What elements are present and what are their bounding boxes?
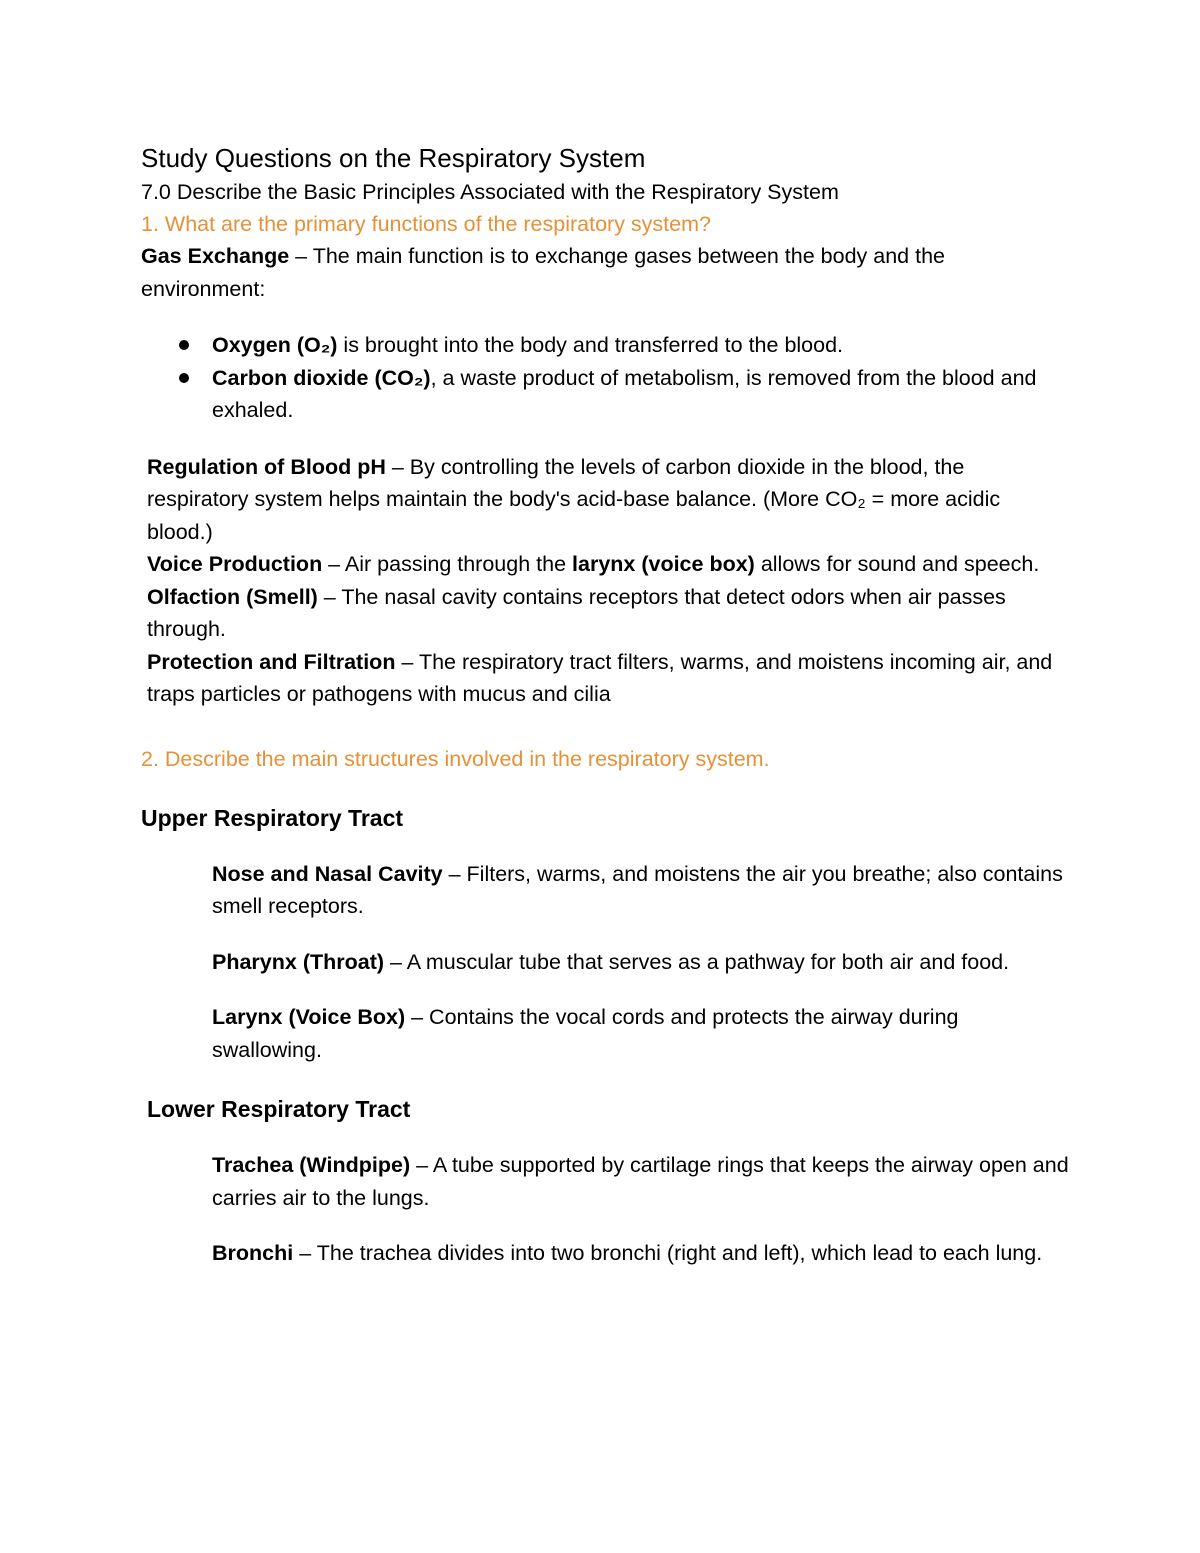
olfaction-term: Olfaction (Smell) (147, 584, 318, 609)
olfaction-text: – The nasal cavity contains receptors that detect odors when air passes through. (147, 584, 1006, 641)
voice-text-end: allows for sound and speech. (754, 552, 1040, 576)
document-page (141, 140, 1071, 1270)
voice-term: Voice Production (147, 552, 323, 576)
structure-term: Bronchi (212, 1241, 294, 1265)
ph-term: Regulation of Blood pH (147, 454, 386, 479)
gas-exchange-paragraph (141, 240, 1071, 305)
structure-item (141, 1237, 1071, 1270)
ph-paragraph (141, 451, 1071, 549)
protection-term: Protection and Filtration (147, 649, 396, 674)
spacer (141, 711, 1071, 743)
structure-term: Pharynx (Throat) (212, 949, 385, 974)
structure-text: – Contains the vocal cords and protects the airway during swallowing. (212, 1005, 959, 1062)
spacer (141, 835, 1071, 858)
spacer (141, 1214, 1071, 1237)
question-2: 2. Describe the main structures involved in the respiratory system. (141, 746, 770, 771)
bullet-icon (179, 373, 189, 383)
olfaction-paragraph (141, 581, 1071, 646)
question-1: 1. What are the primary functions of the respiratory system? (141, 212, 711, 236)
gas-exchange-text: – The main function is to exchange gases between the body and the environment: (141, 244, 945, 301)
bullet-text: is brought into the body and transferred to the blood. (337, 333, 844, 357)
spacer (141, 1066, 1071, 1092)
protection-paragraph (141, 646, 1071, 711)
structure-term: Trachea (Windpipe) (212, 1153, 411, 1177)
lower-tract-heading: Lower Respiratory Tract (147, 1096, 411, 1122)
structure-term: Nose and Nasal Cavity (212, 861, 443, 886)
larynx-term: larynx (voice box) (572, 552, 755, 576)
spacer (141, 775, 1071, 801)
ph-text: – By controlling the levels of carbon dioxide in the blood, the respiratory system helps maintain the body's acid-base balance. (More CO₂ = more acidic blood.) (147, 454, 1001, 544)
structure-text: – A tube supported by cartilage rings that keeps the airway open and carries air to the lungs. (212, 1153, 1069, 1210)
bullet-icon (179, 340, 189, 350)
list-item (141, 362, 1071, 427)
structure-text: – Filters, warms, and moistens the air you breathe; also contains smell receptors. (212, 861, 1063, 918)
voice-paragraph (141, 548, 1071, 581)
structure-text: – A muscular tube that serves as a pathway for both air and food. (384, 949, 1010, 974)
spacer (141, 923, 1071, 946)
gas-exchange-term: Gas Exchange (141, 244, 290, 268)
voice-text: – Air passing through the (322, 552, 573, 576)
structure-item (141, 1149, 1071, 1214)
structure-item (141, 946, 1071, 979)
document-subtitle: 7.0 Describe the Basic Principles Associated with the Respiratory System (141, 180, 839, 204)
document-title: Study Questions on the Respiratory System (141, 143, 646, 173)
list-item (141, 329, 1071, 362)
spacer (141, 978, 1071, 1001)
upper-tract-heading: Upper Respiratory Tract (141, 804, 404, 831)
spacer (141, 1126, 1071, 1149)
protection-text: – The respiratory tract filters, warms, and moistens incoming air, and traps particles or pathogens with mucus and cilia (147, 649, 1053, 706)
structure-item (141, 858, 1071, 923)
bullet-term: Carbon dioxide (CO₂) (212, 365, 431, 390)
bullet-term: Oxygen (O₂) (212, 333, 338, 357)
bullet-text: , a waste product of metabolism, is removed from the blood and exhaled. (212, 365, 1037, 422)
structure-item (141, 1001, 1071, 1066)
structure-term: Larynx (Voice Box) (212, 1005, 406, 1029)
structure-text: – The trachea divides into two bronchi (right and left), which lead to each lung. (293, 1241, 1043, 1265)
gas-bullet-list (141, 329, 1071, 427)
